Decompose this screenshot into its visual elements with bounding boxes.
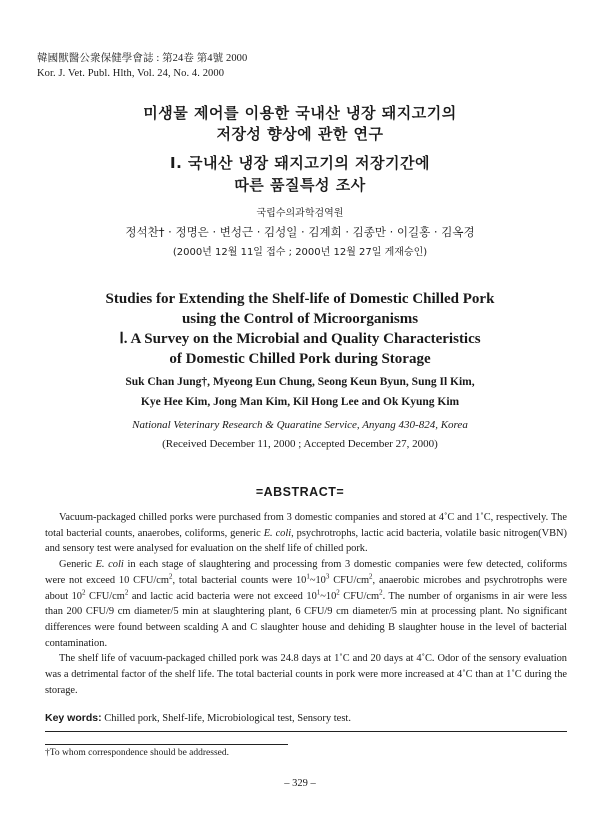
abstract-p2-text-b: in each stage of slaughtering and processing from 3 domestic companies were few detected, coliforms were not exceed 10 CFU/cm	[45, 559, 568, 586]
keywords-label: Key words:	[45, 712, 102, 724]
keywords-text: Chilled pork, Shelf-life, Microbiological test, Sensory test.	[101, 713, 351, 724]
abstract-p2-ecoli: E. coli	[95, 559, 124, 571]
superscript: 1	[316, 588, 321, 597]
english-dates: (Received December 11, 2000 ; Accepted December 27, 2000)	[162, 438, 438, 450]
abstract-p2-text-e: CFU/cm	[329, 574, 370, 586]
abstract-p1-ecoli: E. coli	[263, 527, 292, 539]
english-subtitle-line1: Ⅰ. A Survey on the Microbial and Quality Characteristics	[119, 331, 481, 347]
english-authors-line2: Kye Hee Kim, Jong Man Kim, Kil Hong Lee and Ok Kyung Kim	[140, 396, 460, 408]
superscript: 2	[82, 588, 86, 597]
page-number: – 329 –	[284, 778, 316, 789]
journal-header-korean: 韓國獸醫公衆保健學會誌 : 第24卷 第4號 2000	[37, 53, 248, 64]
superscript: 1	[306, 572, 310, 581]
abstract-p2-text-i: ~10	[320, 590, 337, 602]
abstract-p2-text-k: . The number of organisms in air were less than 200 CFU/9 cm diameter/5 min at slaughtering plant, 6 CFU/9 cm diameter/5 min at processing plant. No significant differences were found between scalding A and C slaughter house and dehiding B slaughter house in the level of bacterial contamination.	[45, 590, 567, 649]
superscript: 2	[369, 572, 373, 581]
abstract-body	[45, 510, 567, 698]
english-subtitle-line2: of Domestic Chilled Pork during Storage	[169, 351, 431, 367]
keywords-divider	[45, 731, 567, 732]
abstract-p2-text-c: , total bacterial counts were 10	[172, 574, 307, 586]
abstract-heading: =ABSTRACT=	[255, 485, 345, 499]
korean-subtitle-line2: 따른 품질특성 조사	[234, 176, 366, 194]
english-title-line1: Studies for Extending the Shelf-life of Domestic Chilled Pork	[105, 291, 495, 307]
keywords	[45, 711, 567, 726]
footnote: †To whom correspondence should be addressed.	[45, 748, 230, 758]
abstract-paragraph-3: The shelf life of vacuum-packaged chilled pork was 24.8 days at 1˚C and 20 days at 4˚C. Odor of the sensory evaluation was a detrimental factor of the shelf life. The total bacterial counts in pork were more increased at 4˚C than at 1˚C during the storage.	[45, 653, 567, 696]
abstract-p2-text-a: Generic	[59, 559, 96, 571]
superscript: 2	[336, 588, 340, 597]
korean-institution: 국립수의과학검역원	[256, 208, 344, 219]
superscript: 2	[379, 588, 383, 597]
superscript: 2	[168, 572, 173, 581]
abstract-p2-text-h: and lactic acid bacteria were not exceed 10	[128, 590, 317, 602]
korean-subtitle-line1: Ⅰ. 국내산 냉장 돼지고기의 저장기간에	[169, 154, 431, 172]
korean-authors: 정석찬† · 정명은 · 변성근 · 김성일 · 김계희 · 김종만 · 이길홍 · 김옥경	[125, 225, 475, 239]
korean-title-line1: 미생물 제어를 이용한 국내산 냉장 돼지고기의	[143, 104, 457, 122]
english-institution: National Veterinary Research & Quaratine Service, Anyang 430-824, Korea	[132, 419, 468, 431]
journal-header-english: Kor. J. Vet. Publ. Hlth, Vol. 24, No. 4. 2000	[37, 68, 225, 79]
abstract-p2-text-f: , anaerobic microbes and psychrotrophs were about 10	[45, 574, 567, 602]
english-title-line2: using the Control of Microorganisms	[181, 311, 419, 327]
abstract-p2-text-d: ~10	[309, 574, 326, 586]
abstract-p1-text-b: , psychrotrophs, lactic acid bacteria, volatile basic nitrogen(VBN) and sensory test were analysed for evaluation on the shelf life of chilled pork.	[45, 527, 568, 555]
korean-dates: (2000년 12월 11일 접수 ; 2000년 12월 27일 게재승인)	[172, 247, 428, 258]
abstract-p2-text-j: CFU/cm	[339, 590, 380, 602]
abstract-paragraph-2	[45, 557, 567, 651]
abstract-paragraph-1	[45, 510, 567, 557]
footnote-divider	[45, 744, 288, 745]
superscript: 3	[325, 572, 330, 581]
english-authors-line1: Suk Chan Jung†, Myeong Eun Chung, Seong Keun Byun, Sung Il Kim,	[125, 376, 475, 388]
abstract-p2-text-g: CFU/cm	[85, 590, 125, 602]
superscript: 2	[124, 588, 129, 597]
abstract-p1-text-a: Vacuum-packaged chilled porks were purchased from 3 domestic companies and stored at 4˚C and 1˚C, respectively. The total bacterial counts, anaerobes, coliforms, generic	[45, 512, 567, 539]
korean-title-line2: 저장성 향상에 관한 연구	[216, 125, 384, 143]
